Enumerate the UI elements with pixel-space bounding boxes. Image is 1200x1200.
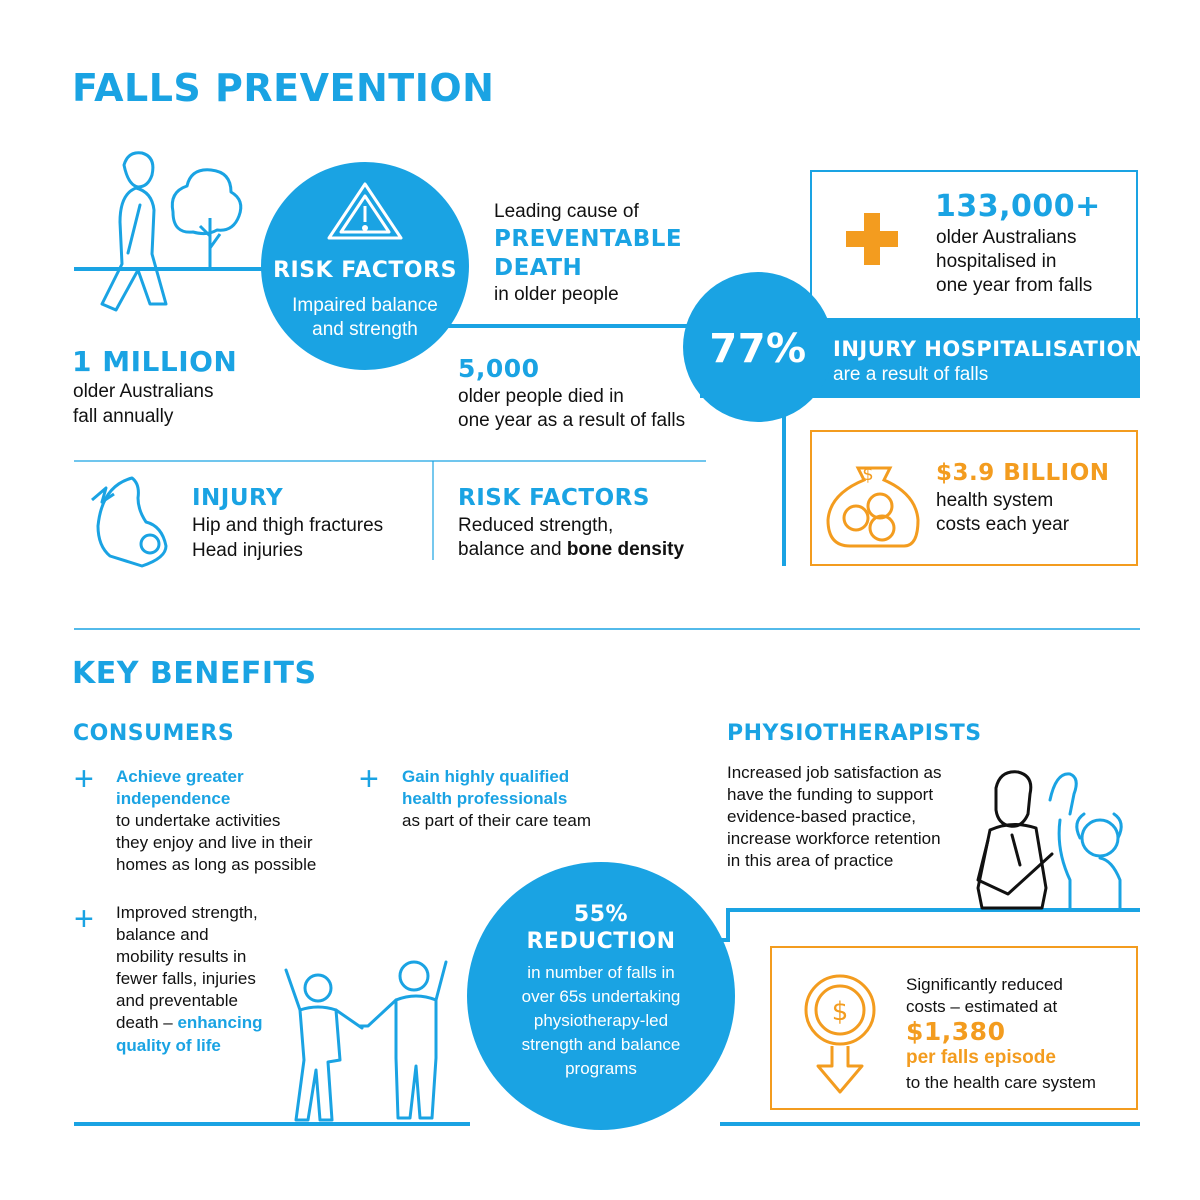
injury-hosp-subtitle: are a result of falls bbox=[833, 364, 989, 385]
consumer-item3-l6 bbox=[116, 1012, 262, 1034]
physio-l5: in this area of practice bbox=[727, 851, 894, 870]
costs-line2: costs each year bbox=[936, 514, 1070, 535]
risk-circle-line2: and strength bbox=[312, 319, 418, 340]
risk2-line2-plain: balance and bbox=[458, 539, 567, 560]
hospitalised-line3: one year from falls bbox=[936, 275, 1093, 296]
deaths-line2: one year as a result of falls bbox=[458, 410, 686, 431]
svg-text:$: $ bbox=[831, 997, 849, 1027]
consumer-item2-l1: as part of their care team bbox=[402, 811, 591, 830]
consumer-item3-l6-emph: enhancing bbox=[177, 1013, 263, 1032]
costs-headline: $3.9 BILLION bbox=[936, 460, 1110, 486]
injury-line1: Hip and thigh fractures bbox=[192, 515, 384, 536]
consumer-item3-l4: fewer falls, injuries bbox=[116, 969, 256, 988]
injury-line2: Head injuries bbox=[192, 540, 303, 561]
reduction-title: REDUCTION bbox=[526, 929, 676, 954]
costs-line1: health system bbox=[936, 490, 1054, 511]
million-line2: fall annually bbox=[73, 406, 174, 427]
consumer-item1-l3: homes as long as possible bbox=[116, 855, 317, 874]
reduction-percent: 55% bbox=[573, 902, 629, 927]
million-headline: 1 MILLION bbox=[72, 345, 238, 378]
leading-emph2: DEATH bbox=[494, 255, 583, 281]
savings-amount: $1,380 bbox=[906, 1017, 1006, 1046]
savings-emph: per falls episode bbox=[906, 1047, 1056, 1068]
consumer-item3-l1: Improved strength, bbox=[116, 903, 258, 922]
consumer-item1-h2: independence bbox=[116, 789, 231, 808]
reduction-l3: physiotherapy-led bbox=[533, 1011, 669, 1030]
leading-emph1: PREVENTABLE bbox=[494, 226, 683, 252]
svg-text:$: $ bbox=[862, 464, 874, 485]
hospitalised-line2: hospitalised in bbox=[936, 251, 1057, 272]
savings-l1: Significantly reduced bbox=[906, 975, 1063, 994]
consumer-item2-h2: health professionals bbox=[402, 789, 568, 808]
consumer-item3-l3: mobility results in bbox=[116, 947, 247, 966]
reduction-l2: over 65s undertaking bbox=[521, 987, 681, 1006]
benefits-title: KEY BENEFITS bbox=[72, 656, 317, 691]
injury-hosp-percent: 77% bbox=[709, 326, 807, 372]
consumer-item3-l2: balance and bbox=[116, 925, 209, 944]
consumer-item1-l2: they enjoy and live in their bbox=[116, 833, 313, 852]
deaths-headline: 5,000 bbox=[458, 354, 540, 383]
physio-l1: Increased job satisfaction as bbox=[727, 763, 942, 782]
leading-line2: in older people bbox=[494, 284, 619, 305]
injury-title: INJURY bbox=[192, 485, 284, 511]
physio-l2: have the funding to support bbox=[727, 785, 934, 804]
consumer-item1-l1: to undertake activities bbox=[116, 811, 281, 830]
savings-l2: costs – estimated at bbox=[906, 997, 1058, 1016]
risk2-title: RISK FACTORS bbox=[458, 485, 650, 511]
risk2-line2-bold: bone density bbox=[566, 539, 685, 560]
plus-icon: + bbox=[359, 760, 379, 798]
hospitalised-headline: 133,000+ bbox=[935, 189, 1101, 224]
reduction-l1: in number of falls in bbox=[527, 963, 675, 982]
physio-title: PHYSIOTHERAPISTS bbox=[727, 721, 982, 746]
leading-line1: Leading cause of bbox=[494, 201, 639, 222]
deaths-line1: older people died in bbox=[458, 386, 624, 407]
million-line1: older Australians bbox=[73, 381, 214, 402]
reduction-l4: strength and balance bbox=[521, 1035, 681, 1054]
consumer-item3-l6-plain: death – bbox=[116, 1013, 178, 1032]
physio-l3: evidence-based practice, bbox=[727, 807, 917, 826]
risk2-line2 bbox=[458, 538, 684, 562]
reduction-l5: programs bbox=[565, 1059, 637, 1078]
risk-circle-line1: Impaired balance bbox=[292, 295, 438, 316]
physio-l4: increase workforce retention bbox=[727, 829, 941, 848]
hospitalised-line1: older Australians bbox=[936, 227, 1077, 248]
risk2-line1: Reduced strength, bbox=[458, 515, 614, 536]
consumer-item1-h1: Achieve greater bbox=[116, 767, 244, 786]
injury-hosp-title: INJURY HOSPITALISATIONS bbox=[833, 337, 1159, 361]
consumer-item3-l5: and preventable bbox=[116, 991, 238, 1010]
plus-icon: + bbox=[74, 900, 94, 938]
consumer-item2-h1: Gain highly qualified bbox=[402, 767, 570, 786]
risk-circle-title: RISK FACTORS bbox=[273, 258, 457, 283]
page-title: FALLS PREVENTION bbox=[72, 66, 495, 110]
consumer-item3-l7: quality of life bbox=[116, 1036, 221, 1055]
savings-l3: to the health care system bbox=[906, 1073, 1096, 1092]
plus-icon: + bbox=[74, 760, 94, 798]
consumers-title: CONSUMERS bbox=[73, 721, 235, 746]
